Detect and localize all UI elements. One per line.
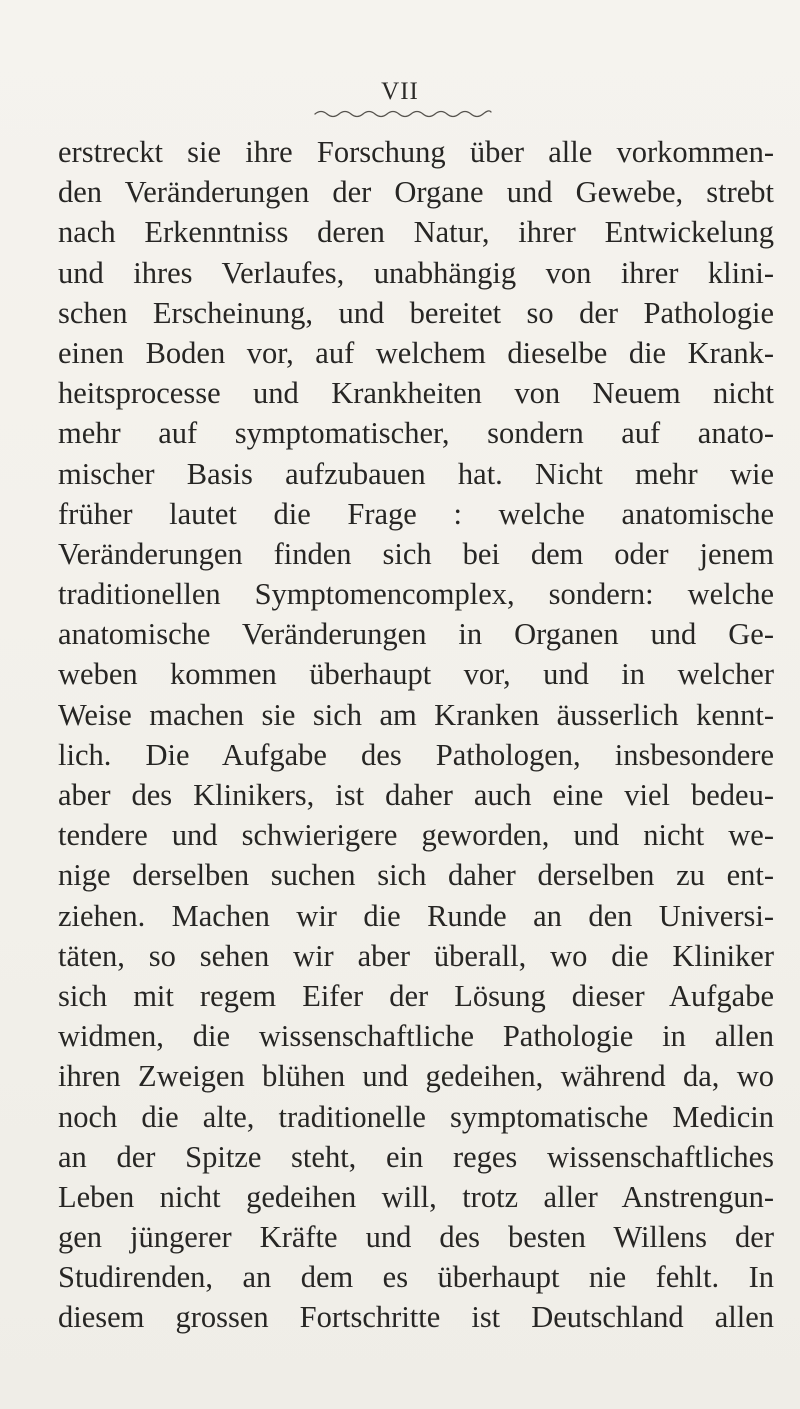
page-number: VII [381,78,419,105]
text-line: an der Spitze steht, ein reges wissenschaftliches [58,1139,774,1174]
text-line: sich mit regem Eifer der Lösung dieser Aufgabe [58,978,774,1013]
text-line: erstreckt sie ihre Forschung über alle vorkommen- [58,135,774,169]
text-line: ihren Zweigen blühen und gedeihen, während da, wo [58,1059,774,1094]
wavy-ornament [313,106,493,120]
text-line: gen jüngerer Kräfte und des besten Willens der [58,1220,774,1255]
text-line: tendere und schwierigere geworden, und nicht we- [58,818,774,853]
text-line: diesem grossen Fortschritte ist Deutschland allen [58,1300,774,1335]
text-line: widmen, die wissenschaftliche Pathologie in allen [58,1019,774,1054]
body-text [58,132,774,1338]
text-line: den Veränderungen der Organe und Gewebe, strebt [58,175,774,210]
text-line: schen Erscheinung, und bereitet so der Pathologie [58,295,774,330]
text-line: einen Boden vor, auf welchem dieselbe die Krank- [58,335,774,370]
text-line: und ihres Verlaufes, unabhängig von ihrer klini- [58,255,774,290]
text-line: Studirenden, an dem es überhaupt nie fehlt. In [58,1260,774,1295]
text-line: nige derselben suchen sich daher derselben zu ent- [58,858,774,893]
text-line: Weise machen sie sich am Kranken äusserlich kennt- [58,697,774,732]
text-line: früher lautet die Frage : welche anatomische [58,496,774,531]
text-line: aber des Klinikers, ist daher auch eine viel bedeu- [58,778,774,812]
text-line: mischer Basis aufzubauen hat. Nicht mehr wie [58,456,774,491]
text-line: lich. Die Aufgabe des Pathologen, insbesondere [58,737,774,772]
text-line: heitsprocesse und Krankheiten von Neuem nicht [58,376,774,411]
text-line: noch die alte, traditionelle symptomatische Medicin [58,1099,774,1134]
text-line: nach Erkenntniss deren Natur, ihrer Entwickelung [58,215,774,250]
text-line: ziehen. Machen wir die Runde an den Universi- [58,898,774,933]
page-header [0,78,800,106]
text-line: mehr auf symptomatischer, sondern auf anato- [58,416,774,451]
text-line: Leben nicht gedeihen will, trotz aller Anstrengun- [58,1179,774,1214]
text-line: täten, so sehen wir aber überall, wo die Kliniker [58,938,774,973]
text-line: traditionellen Symptomencomplex, sondern: welche [58,577,774,612]
text-line: anatomische Veränderungen in Organen und Ge- [58,617,774,652]
text-line: weben kommen überhaupt vor, und in welcher [58,657,774,692]
text-line: Veränderungen finden sich bei dem oder jenem [58,536,774,571]
